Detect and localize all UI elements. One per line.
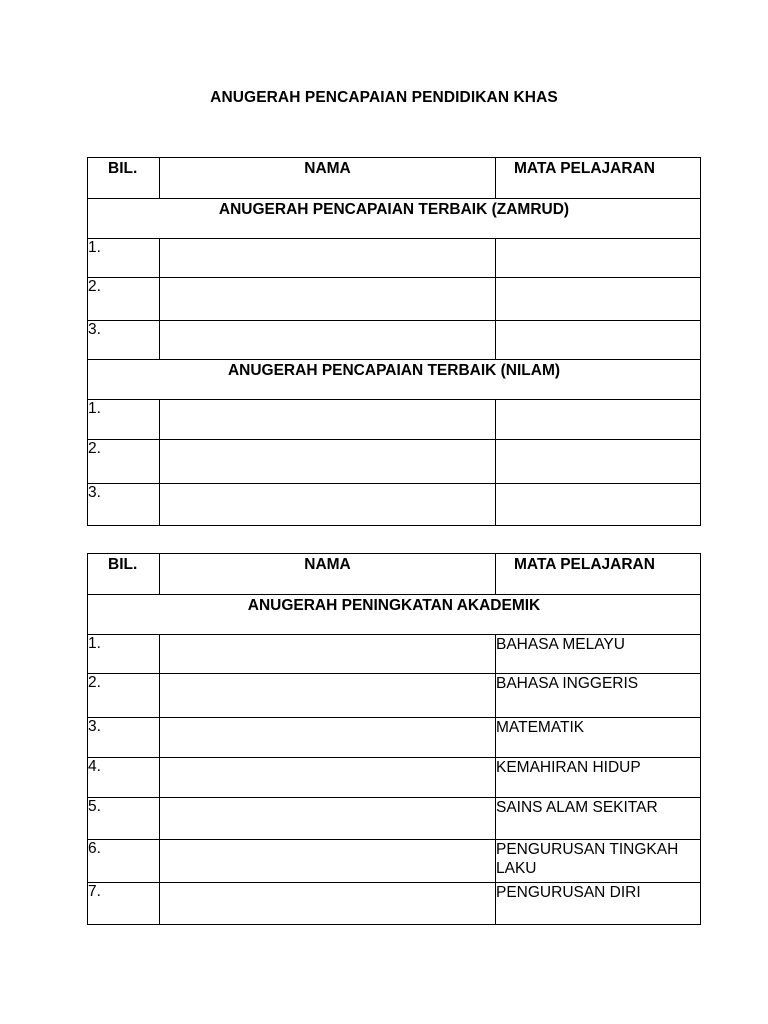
subject-cell [496,484,701,526]
nama-cell[interactable] [160,635,496,674]
header-mata-pelajaran: MATA PELAJARAN [496,554,701,595]
row-number: 1. [88,400,160,440]
nama-cell[interactable] [160,321,496,360]
subject-cell [496,400,701,440]
subject-cell: BAHASA INGGERIS [496,674,701,718]
header-row [88,158,701,199]
nama-cell[interactable] [160,718,496,758]
table-row [88,278,701,321]
header-row [88,554,701,595]
row-number: 3. [88,321,160,360]
nama-cell[interactable] [160,883,496,925]
nama-cell[interactable] [160,798,496,840]
table-row [88,635,701,674]
subject-cell [496,278,701,321]
nama-cell[interactable] [160,440,496,484]
table-row [88,758,701,798]
table-row [88,484,701,526]
row-number: 3. [88,484,160,526]
award-table-pencapaian [87,157,701,526]
section-heading: ANUGERAH PENCAPAIAN TERBAIK (ZAMRUD) [88,199,701,239]
nama-cell[interactable] [160,484,496,526]
document-title: ANUGERAH PENCAPAIAN PENDIDIKAN KHAS [210,89,558,106]
table-row [88,674,701,718]
section-row [88,595,701,635]
award-table-peningkatan [87,553,701,925]
subject-cell: PENGURUSAN DIRI [496,883,701,925]
nama-cell[interactable] [160,674,496,718]
row-number: 2. [88,440,160,484]
subject-cell [496,321,701,360]
table-row [88,321,701,360]
table-row [88,400,701,440]
table-row [88,798,701,840]
nama-cell[interactable] [160,758,496,798]
table-row [88,840,701,883]
nama-cell[interactable] [160,400,496,440]
table-row [88,883,701,925]
row-number: 7. [88,883,160,925]
section-heading: ANUGERAH PENINGKATAN AKADEMIK [88,595,701,635]
section-heading: ANUGERAH PENCAPAIAN TERBAIK (NILAM) [88,360,701,400]
nama-cell[interactable] [160,239,496,278]
subject-cell [496,239,701,278]
subject-cell: MATEMATIK [496,718,701,758]
header-bil: BIL. [88,554,160,595]
row-number: 2. [88,278,160,321]
row-number: 6. [88,840,160,883]
nama-cell[interactable] [160,840,496,883]
header-mata-pelajaran: MATA PELAJARAN [496,158,701,199]
header-bil: BIL. [88,158,160,199]
table-row [88,239,701,278]
row-number: 5. [88,798,160,840]
section-row [88,199,701,239]
row-number: 1. [88,239,160,278]
row-number: 4. [88,758,160,798]
nama-cell[interactable] [160,278,496,321]
header-nama: NAMA [160,554,496,595]
subject-cell: KEMAHIRAN HIDUP [496,758,701,798]
subject-cell: BAHASA MELAYU [496,635,701,674]
subject-cell: SAINS ALAM SEKITAR [496,798,701,840]
row-number: 1. [88,635,160,674]
row-number: 3. [88,718,160,758]
section-row [88,360,701,400]
table-row [88,440,701,484]
subject-cell [496,440,701,484]
table-row [88,718,701,758]
row-number: 2. [88,674,160,718]
header-nama: NAMA [160,158,496,199]
subject-cell: PENGURUSAN TINGKAH LAKU [496,840,701,883]
